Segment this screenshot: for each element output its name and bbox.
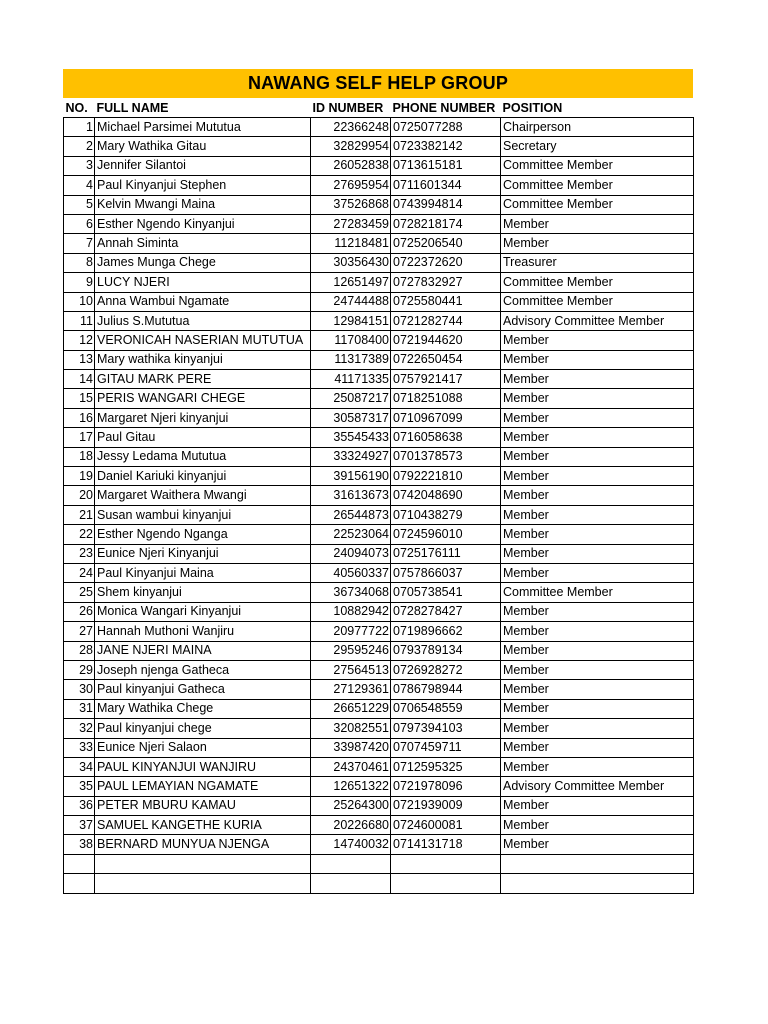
cell-id-number: 41171335 <box>311 370 391 389</box>
cell-full-name <box>95 854 311 873</box>
cell-full-name: James Munga Chege <box>95 253 311 272</box>
cell-full-name: Esther Ngendo Nganga <box>95 525 311 544</box>
table-row <box>64 408 694 427</box>
table-row <box>64 525 694 544</box>
cell-position: Member <box>501 816 694 835</box>
cell-no: 5 <box>64 195 95 214</box>
cell-full-name: Mary Wathika Chege <box>95 699 311 718</box>
cell-id-number: 29595246 <box>311 641 391 660</box>
cell-id-number: 39156190 <box>311 467 391 486</box>
cell-phone-number: 0793789134 <box>391 641 501 660</box>
sheet-title: NAWANG SELF HELP GROUP <box>247 73 509 93</box>
cell-phone-number: 0721939009 <box>391 796 501 815</box>
cell-position: Advisory Committee Member <box>501 777 694 796</box>
cell-no: 3 <box>64 156 95 175</box>
cell-full-name: PAUL LEMAYIAN NGAMATE <box>95 777 311 796</box>
cell-phone-number: 0706548559 <box>391 699 501 718</box>
cell-id-number: 25264300 <box>311 796 391 815</box>
table-row <box>64 195 694 214</box>
cell-id-number: 35545433 <box>311 428 391 447</box>
cell-full-name: Paul kinyanjui chege <box>95 719 311 738</box>
cell-id-number: 24370461 <box>311 757 391 776</box>
cell-phone-number: 0724600081 <box>391 816 501 835</box>
cell-position: Member <box>501 835 694 854</box>
cell-full-name: Paul Kinyanjui Stephen <box>95 176 311 195</box>
table-row <box>64 660 694 679</box>
cell-full-name: Michael Parsimei Mututua <box>95 118 311 137</box>
cell-phone-number: 0786798944 <box>391 680 501 699</box>
cell-position: Member <box>501 602 694 621</box>
cell-position: Member <box>501 370 694 389</box>
cell-full-name: Monica Wangari Kinyanjui <box>95 602 311 621</box>
cell-no: 17 <box>64 428 95 447</box>
cell-id-number: 27695954 <box>311 176 391 195</box>
cell-id-number: 24744488 <box>311 292 391 311</box>
cell-position <box>501 874 694 893</box>
cell-position: Member <box>501 622 694 641</box>
cell-position: Member <box>501 389 694 408</box>
cell-id-number: 20226680 <box>311 816 391 835</box>
cell-position: Committee Member <box>501 273 694 292</box>
cell-phone-number: 0719896662 <box>391 622 501 641</box>
cell-phone-number: 0705738541 <box>391 583 501 602</box>
cell-no: 15 <box>64 389 95 408</box>
cell-position: Member <box>501 699 694 718</box>
table-row <box>64 214 694 233</box>
cell-no: 26 <box>64 602 95 621</box>
cell-phone-number: 0722372620 <box>391 253 501 272</box>
cell-no: 10 <box>64 292 95 311</box>
table-row <box>64 583 694 602</box>
cell-full-name: PETER MBURU KAMAU <box>95 796 311 815</box>
cell-phone-number: 0797394103 <box>391 719 501 738</box>
cell-id-number: 27564513 <box>311 660 391 679</box>
cell-id-number <box>311 854 391 873</box>
cell-id-number: 24094073 <box>311 544 391 563</box>
cell-position: Treasurer <box>501 253 694 272</box>
cell-full-name: Susan wambui kinyanjui <box>95 505 311 524</box>
table-row <box>64 835 694 854</box>
cell-no: 13 <box>64 350 95 369</box>
cell-id-number: 26052838 <box>311 156 391 175</box>
cell-phone-number: 0707459711 <box>391 738 501 757</box>
cell-no: 30 <box>64 680 95 699</box>
table-row <box>64 273 694 292</box>
table-row <box>64 622 694 641</box>
cell-position: Member <box>501 486 694 505</box>
member-sheet <box>63 69 693 894</box>
members-table <box>63 98 694 894</box>
cell-phone-number: 0728278427 <box>391 602 501 621</box>
cell-position: Committee Member <box>501 156 694 175</box>
cell-full-name: Daniel Kariuki kinyanjui <box>95 467 311 486</box>
cell-full-name: Paul Gitau <box>95 428 311 447</box>
cell-position: Member <box>501 214 694 233</box>
cell-full-name: Jennifer Silantoi <box>95 156 311 175</box>
cell-no: 20 <box>64 486 95 505</box>
table-row <box>64 757 694 776</box>
cell-phone-number: 0727832927 <box>391 273 501 292</box>
cell-phone-number: 0716058638 <box>391 428 501 447</box>
cell-position: Secretary <box>501 137 694 156</box>
cell-position: Member <box>501 738 694 757</box>
cell-id-number: 11708400 <box>311 331 391 350</box>
table-row <box>64 156 694 175</box>
cell-full-name <box>95 874 311 893</box>
cell-id-number: 25087217 <box>311 389 391 408</box>
cell-phone-number: 0728218174 <box>391 214 501 233</box>
cell-phone-number: 0710967099 <box>391 408 501 427</box>
table-row <box>64 641 694 660</box>
cell-full-name: JANE NJERI MAINA <box>95 641 311 660</box>
cell-id-number: 12984151 <box>311 311 391 330</box>
cell-full-name: Margaret Njeri kinyanjui <box>95 408 311 427</box>
table-row <box>64 777 694 796</box>
cell-no: 34 <box>64 757 95 776</box>
cell-id-number: 22366248 <box>311 118 391 137</box>
table-row <box>64 253 694 272</box>
cell-position: Member <box>501 505 694 524</box>
cell-phone-number: 0725206540 <box>391 234 501 253</box>
cell-id-number: 22523064 <box>311 525 391 544</box>
cell-id-number: 32082551 <box>311 719 391 738</box>
cell-full-name: VERONICAH NASERIAN MUTUTUA <box>95 331 311 350</box>
cell-position: Member <box>501 719 694 738</box>
cell-position: Member <box>501 796 694 815</box>
table-row <box>64 544 694 563</box>
table-row <box>64 505 694 524</box>
cell-phone-number: 0722650454 <box>391 350 501 369</box>
cell-phone-number: 0743994814 <box>391 195 501 214</box>
table-row <box>64 563 694 582</box>
table-row <box>64 389 694 408</box>
cell-full-name: Esther Ngendo Kinyanjui <box>95 214 311 233</box>
cell-id-number: 30587317 <box>311 408 391 427</box>
cell-id-number: 30356430 <box>311 253 391 272</box>
table-row <box>64 176 694 195</box>
table-row <box>64 118 694 137</box>
cell-position: Committee Member <box>501 583 694 602</box>
cell-id-number: 10882942 <box>311 602 391 621</box>
cell-no: 28 <box>64 641 95 660</box>
cell-phone-number: 0723382142 <box>391 137 501 156</box>
cell-id-number: 11317389 <box>311 350 391 369</box>
cell-no: 31 <box>64 699 95 718</box>
cell-no <box>64 874 95 893</box>
cell-no: 36 <box>64 796 95 815</box>
cell-no: 2 <box>64 137 95 156</box>
cell-no: 1 <box>64 118 95 137</box>
cell-full-name: Margaret Waithera Mwangi <box>95 486 311 505</box>
table-row <box>64 854 694 873</box>
cell-position: Member <box>501 563 694 582</box>
header-position: POSITION <box>502 100 563 115</box>
cell-full-name: Anna Wambui Ngamate <box>95 292 311 311</box>
cell-full-name: Mary wathika kinyanjui <box>95 350 311 369</box>
table-row <box>64 602 694 621</box>
cell-no: 27 <box>64 622 95 641</box>
cell-full-name: GITAU MARK PERE <box>95 370 311 389</box>
cell-id-number: 27129361 <box>311 680 391 699</box>
cell-id-number: 14740032 <box>311 835 391 854</box>
cell-no: 11 <box>64 311 95 330</box>
cell-position: Member <box>501 680 694 699</box>
cell-id-number: 33987420 <box>311 738 391 757</box>
cell-phone-number: 0742048690 <box>391 486 501 505</box>
cell-position: Member <box>501 234 694 253</box>
cell-position: Member <box>501 467 694 486</box>
cell-full-name: Eunice Njeri Kinyanjui <box>95 544 311 563</box>
cell-phone-number: 0721282744 <box>391 311 501 330</box>
cell-id-number: 27283459 <box>311 214 391 233</box>
cell-position: Member <box>501 428 694 447</box>
table-row <box>64 699 694 718</box>
cell-id-number: 31613673 <box>311 486 391 505</box>
cell-full-name: Annah Siminta <box>95 234 311 253</box>
cell-position: Committee Member <box>501 195 694 214</box>
cell-position: Member <box>501 544 694 563</box>
cell-id-number: 40560337 <box>311 563 391 582</box>
cell-phone-number: 0725077288 <box>391 118 501 137</box>
cell-phone-number: 0718251088 <box>391 389 501 408</box>
table-row <box>64 311 694 330</box>
cell-full-name: Jessy Ledama Mututua <box>95 447 311 466</box>
title-bar <box>63 69 693 98</box>
cell-id-number: 26544873 <box>311 505 391 524</box>
header-full-name: FULL NAME <box>96 100 169 115</box>
cell-position: Member <box>501 408 694 427</box>
cell-position: Member <box>501 757 694 776</box>
table-row <box>64 137 694 156</box>
cell-full-name: Shem kinyanjui <box>95 583 311 602</box>
cell-phone-number: 0721978096 <box>391 777 501 796</box>
cell-position: Chairperson <box>501 118 694 137</box>
table-row <box>64 331 694 350</box>
cell-position <box>501 854 694 873</box>
cell-id-number: 32829954 <box>311 137 391 156</box>
cell-no: 9 <box>64 273 95 292</box>
cell-no <box>64 854 95 873</box>
cell-full-name: PERIS WANGARI CHEGE <box>95 389 311 408</box>
cell-phone-number: 0792221810 <box>391 467 501 486</box>
cell-position: Member <box>501 331 694 350</box>
cell-phone-number <box>391 854 501 873</box>
cell-phone-number: 0725176111 <box>391 544 501 563</box>
cell-no: 32 <box>64 719 95 738</box>
cell-position: Member <box>501 641 694 660</box>
cell-no: 14 <box>64 370 95 389</box>
table-row <box>64 350 694 369</box>
cell-phone-number: 0714131718 <box>391 835 501 854</box>
cell-phone-number: 0710438279 <box>391 505 501 524</box>
table-row <box>64 447 694 466</box>
table-row <box>64 738 694 757</box>
cell-phone-number: 0712595325 <box>391 757 501 776</box>
cell-no: 35 <box>64 777 95 796</box>
cell-no: 8 <box>64 253 95 272</box>
cell-no: 24 <box>64 563 95 582</box>
header-phone-number: PHONE NUMBER <box>392 100 496 115</box>
cell-id-number: 12651497 <box>311 273 391 292</box>
table-row <box>64 680 694 699</box>
cell-phone-number: 0711601344 <box>391 176 501 195</box>
cell-no: 38 <box>64 835 95 854</box>
cell-no: 25 <box>64 583 95 602</box>
cell-phone-number: 0713615181 <box>391 156 501 175</box>
cell-full-name: Paul Kinyanjui Maina <box>95 563 311 582</box>
table-row <box>64 428 694 447</box>
table-row <box>64 234 694 253</box>
cell-id-number: 36734068 <box>311 583 391 602</box>
cell-id-number: 12651322 <box>311 777 391 796</box>
cell-no: 22 <box>64 525 95 544</box>
table-row <box>64 486 694 505</box>
cell-full-name: Mary Wathika Gitau <box>95 137 311 156</box>
cell-full-name: Kelvin Mwangi Maina <box>95 195 311 214</box>
cell-id-number: 26651229 <box>311 699 391 718</box>
cell-full-name: Julius S.Mututua <box>95 311 311 330</box>
cell-phone-number <box>391 874 501 893</box>
cell-no: 4 <box>64 176 95 195</box>
table-row <box>64 719 694 738</box>
cell-position: Member <box>501 447 694 466</box>
cell-phone-number: 0726928272 <box>391 660 501 679</box>
cell-phone-number: 0701378573 <box>391 447 501 466</box>
cell-no: 21 <box>64 505 95 524</box>
cell-no: 37 <box>64 816 95 835</box>
cell-phone-number: 0724596010 <box>391 525 501 544</box>
header-row <box>64 98 694 118</box>
cell-id-number: 20977722 <box>311 622 391 641</box>
cell-id-number: 33324927 <box>311 447 391 466</box>
table-row <box>64 816 694 835</box>
cell-full-name: Joseph njenga Gatheca <box>95 660 311 679</box>
cell-no: 18 <box>64 447 95 466</box>
table-row <box>64 370 694 389</box>
cell-no: 29 <box>64 660 95 679</box>
cell-position: Committee Member <box>501 292 694 311</box>
table-row <box>64 874 694 893</box>
cell-position: Member <box>501 660 694 679</box>
cell-full-name: LUCY NJERI <box>95 273 311 292</box>
cell-id-number <box>311 874 391 893</box>
cell-position: Advisory Committee Member <box>501 311 694 330</box>
cell-phone-number: 0757866037 <box>391 563 501 582</box>
header-id-number: ID NUMBER <box>312 100 384 115</box>
cell-id-number: 37526868 <box>311 195 391 214</box>
cell-phone-number: 0721944620 <box>391 331 501 350</box>
cell-phone-number: 0725580441 <box>391 292 501 311</box>
cell-full-name: Paul kinyanjui Gatheca <box>95 680 311 699</box>
cell-phone-number: 0757921417 <box>391 370 501 389</box>
cell-full-name: BERNARD MUNYUA NJENGA <box>95 835 311 854</box>
table-row <box>64 467 694 486</box>
cell-no: 19 <box>64 467 95 486</box>
cell-no: 16 <box>64 408 95 427</box>
cell-full-name: Hannah Muthoni Wanjiru <box>95 622 311 641</box>
table-row <box>64 292 694 311</box>
cell-full-name: Eunice Njeri Salaon <box>95 738 311 757</box>
cell-no: 23 <box>64 544 95 563</box>
cell-no: 7 <box>64 234 95 253</box>
table-row <box>64 796 694 815</box>
cell-full-name: SAMUEL KANGETHE KURIA <box>95 816 311 835</box>
cell-position: Member <box>501 525 694 544</box>
header-no: NO. <box>65 100 88 115</box>
cell-no: 33 <box>64 738 95 757</box>
cell-no: 12 <box>64 331 95 350</box>
cell-position: Committee Member <box>501 176 694 195</box>
cell-no: 6 <box>64 214 95 233</box>
cell-id-number: 11218481 <box>311 234 391 253</box>
cell-position: Member <box>501 350 694 369</box>
cell-full-name: PAUL KINYANJUI WANJIRU <box>95 757 311 776</box>
